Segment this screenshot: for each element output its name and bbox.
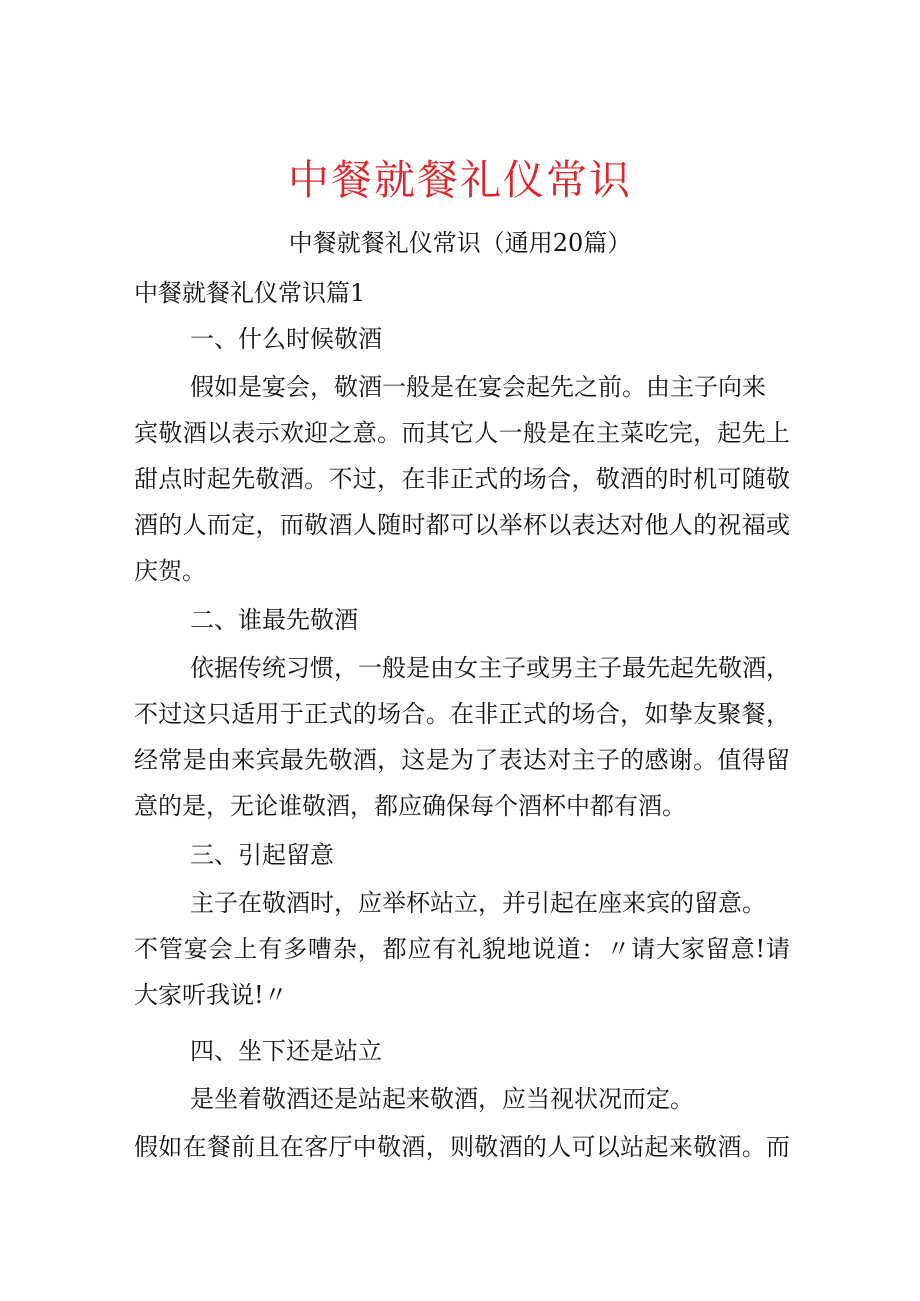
paragraph-line: 酒的人而定，而敬酒人随时都可以举杯以表达对他人的祝福或 bbox=[134, 511, 790, 539]
article-heading: 中餐就餐礼仪常识篇1 bbox=[134, 279, 366, 307]
paragraph-line: 经常是由来宾最先敬酒，这是为了表达对主子的感谢。值得留 bbox=[134, 746, 790, 774]
paragraph-line: 不管宴会上有多嘈杂，都应有礼貌地说道：〃请大家留意!请 bbox=[134, 935, 790, 963]
paragraph-line: 宾敬酒以表示欢迎之意。而其它人一般是在主菜吃完，起先上 bbox=[134, 419, 790, 447]
document-subtitle: 中餐就餐礼仪常识（通用20篇） bbox=[288, 229, 632, 257]
paragraph-line: 意的是，无论谁敬酒，都应确保每个酒杯中都有酒。 bbox=[134, 792, 686, 820]
paragraph-line: 甜点时起先敬酒。不过，在非正式的场合，敬酒的时机可随敬 bbox=[134, 465, 790, 493]
section-heading: 二、谁最先敬酒 bbox=[190, 606, 358, 634]
paragraph-line: 假如是宴会，敬酒一般是在宴会起先之前。由主子向来 bbox=[190, 373, 766, 401]
paragraph-line: 假如在餐前且在客厅中敬酒，则敬酒的人可以站起来敬酒。而 bbox=[134, 1133, 790, 1161]
paragraph-line: 主子在敬酒时，应举杯站立，并引起在座来宾的留意。 bbox=[190, 889, 766, 917]
paragraph-line: 不过这只适用于正式的场合。在非正式的场合，如挚友聚餐， bbox=[134, 700, 790, 728]
section-heading: 四、坐下还是站立 bbox=[190, 1037, 382, 1065]
paragraph-line: 庆贺。 bbox=[134, 557, 206, 585]
paragraph-line: 依据传统习惯，一般是由女主子或男主子最先起先敬酒， bbox=[190, 654, 790, 682]
section-heading: 一、什么时候敬酒 bbox=[190, 325, 382, 353]
document-title: 中餐就餐礼仪常识 bbox=[288, 156, 632, 204]
paragraph-line: 是坐着敬酒还是站起来敬酒，应当视状况而定。 bbox=[190, 1085, 694, 1113]
section-heading: 三、引起留意 bbox=[190, 841, 334, 869]
paragraph-line: 大家听我说!〃 bbox=[134, 981, 288, 1009]
